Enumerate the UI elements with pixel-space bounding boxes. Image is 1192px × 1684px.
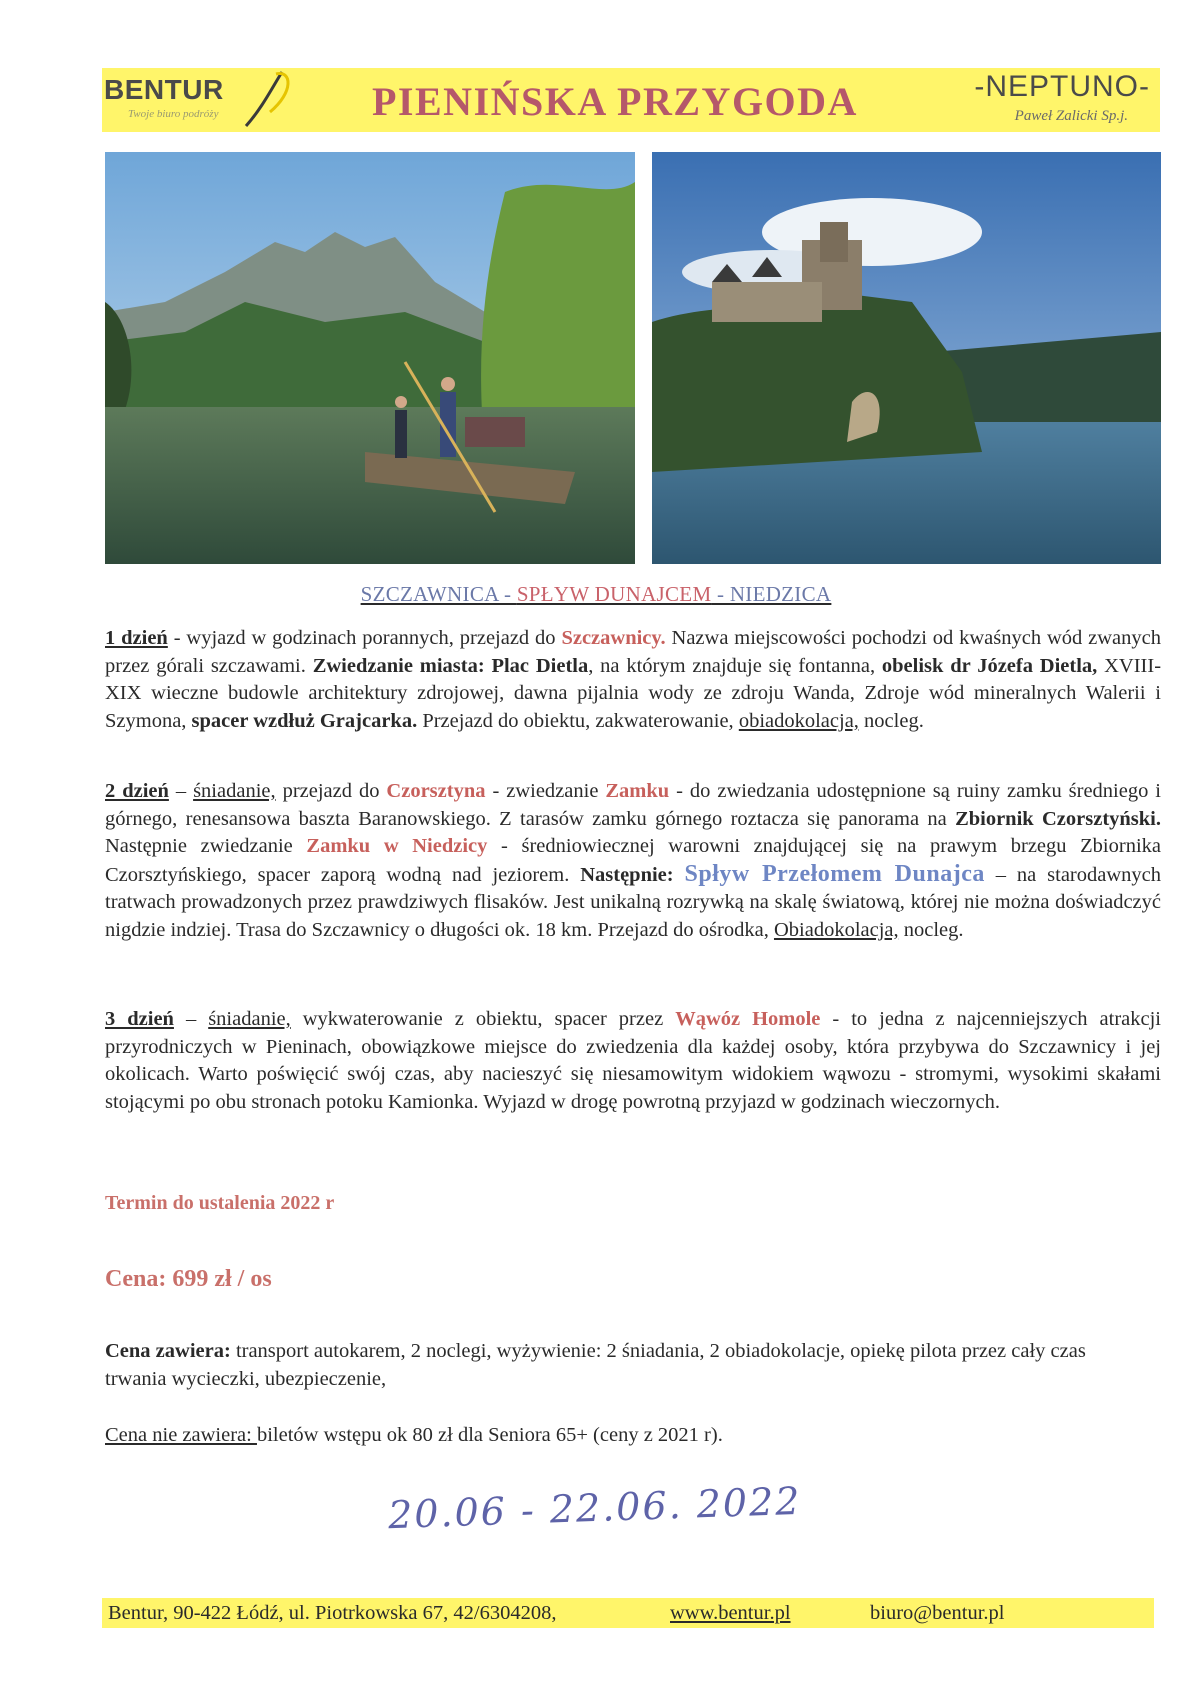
day-2-text: przejazd do [275,780,387,802]
day-2-text: – na starodawnych tratwach prowadzonych przez prawdziwych flisaków. Jest unikalną rozrywką na skalę światową, której nie można doświadczyć nigdzie indziej. Trasa do Szczawnicy o długości ok. 18 km. Przejazd do ośrodka, [105,863,1162,941]
day-3-text: - to jedna z najcenniejszych atrakcji przyrodniczych w Pieninach, obowiązkowe miejsce do zwiedzenia dla każdej osoby, która przybywa do Szczawnicy i jej okolicach. Warto poświęcić swój czas, aby nacieszyć się niesamowitym widokiem wąwozu - stromymi, wysokimi skałami stojącymi po obu stronach potoku Kamionka. Wyjazd w drogę powrotną przyjazd w godzinach wieczornych. [105,1008,1162,1113]
footer-contact [102,1598,1154,1628]
day-3-text: wykwaterowanie z obiektu, spacer przez [290,1008,676,1030]
day-2-text: - średniowiecznej warowni znajdującej się na prawym brzegu Zbiornika Czorsztyńskiego, spacer zaporą wodną nad jeziorem. [105,835,1161,886]
day-3-description [105,1006,1161,1116]
price-excludes [105,1424,723,1447]
day-3-text: – [173,1008,209,1030]
neptuno-logo-text: -NEPTUNO- [974,70,1150,103]
niedzica-castle-photo [652,152,1161,564]
bentur-logo [102,68,312,132]
day-1-text: XVIII-XIX wieczne budowle architektury zdrojowej, dawna pijalnia wody ze zdroju Wanda, Zdroje wód mineralnych Walerii i Szymona, [105,654,1162,732]
date-note: Termin do ustalenia 2022 r [105,1192,335,1214]
day-2-highlight: Czorsztyna [386,780,486,802]
day-2-highlight: Zamku w Niedzicy [306,835,488,857]
swoosh-icon [242,68,302,132]
day-2-text [674,864,685,886]
bentur-logo-tagline: Twoje biuro podróży [128,108,219,120]
footer-address: Bentur, 90-422 Łódź, ul. Piotrkowska 67, 42/6304208, [108,1602,557,1624]
day-2-description [105,778,1161,944]
day-1-bold: Zwiedzanie miasta: Plac Dietla [312,654,589,677]
price-includes-label: Cena zawiera: [105,1340,231,1362]
route-part-3: - NIEDZICA [711,582,832,606]
day-1-highlight: Szczawnicy. [561,627,666,649]
day-2-text: - do zwiedzania udostępnione są ruiny zamku średniego i górnego, renesansowa baszta Baranowskiego. Z tarasów zamku górnego roztacza się panorama na [105,780,1162,830]
day-2-text: Następnie zwiedzanie [105,835,307,857]
route-part-1: SZCZAWNICA - [360,582,517,606]
neptuno-logo-subtitle: Paweł Zalicki Sp.j. [1014,108,1128,124]
day-2-bold: Następnie: [580,863,674,886]
day-1-bold: obelisk dr Józefa Dietla, [881,654,1098,677]
day-2-text: - zwiedzanie [485,780,606,802]
day-1-label: 1 dzień [105,627,168,649]
price-excludes-text: biletów wstępu ok 80 zł dla Seniora 65+ (ceny z 2021 r). [256,1424,723,1446]
header-banner [102,68,1160,132]
route-part-2: SPŁYW DUNAJCEM [516,582,712,606]
day-1-bold: spacer wzdłuż Grajcarka. [191,709,418,732]
price-excludes-label: Cena nie zawiera: [105,1424,257,1446]
bentur-logo-text: BENTUR [104,74,224,105]
day-1-text: nocleg. [858,709,924,732]
price-includes-text: transport autokarem, 2 noclegi, wyżywienie: 2 śniadania, 2 obiadokolacje, opiekę pilota przez cały czas trwania wycieczki, ubezpieczenie, [105,1340,1086,1390]
price-includes [105,1338,1105,1393]
footer-website-link[interactable]: www.bentur.pl [670,1602,791,1624]
price: Cena: 699 zł / os [105,1266,272,1292]
page-title: PIENIŃSKA PRZYGODA [372,79,858,124]
day-2-blue-highlight: Spływ Przełomem Dunajca [684,860,985,887]
day-1-underlined: obiadokolacja, [738,709,859,732]
day-1-description [105,625,1161,735]
raft-on-river-photo [105,152,635,564]
day-1-text: Nazwa miejscowości pochodzi od kwaśnych wód zwanych przez górali szczawami. [105,627,1162,677]
day-2-highlight: Zamku [605,780,670,802]
day-3-label: 3 dzień [105,1008,174,1030]
handwritten-date: 20.06 - 22.06. 2022 [387,1478,803,1538]
footer-email[interactable]: biuro@bentur.pl [870,1602,1005,1624]
day-2-text: – [168,780,194,802]
day-1-text: Przejazd do obiektu, zakwaterowanie, [417,709,739,732]
route-heading [0,582,1192,607]
day-2-text: nocleg. [898,918,964,941]
day-2-label: 2 dzień [105,780,169,802]
day-1-text: , na którym znajduje się fontanna, [588,654,882,677]
day-2-underlined: śniadanie, [193,780,276,802]
day-3-underlined: śniadanie, [208,1008,291,1030]
day-2-underlined: Obiadokolacja, [773,918,899,941]
day-2-bold: Zbiornik Czorsztyński. [955,807,1162,830]
day-1-text: - wyjazd w godzinach porannych, przejazd do [167,627,562,649]
day-3-highlight: Wąwóz Homole [675,1008,821,1030]
